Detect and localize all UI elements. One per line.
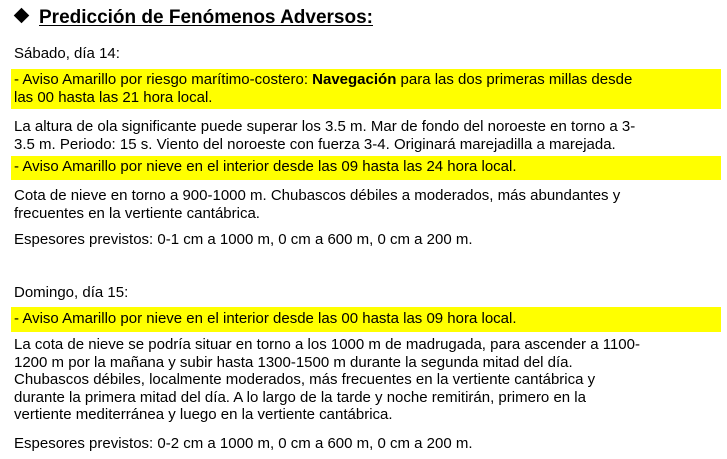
thickness-saturday: Espesores previstos: 0-1 cm a 1000 m, 0 cm a 600 m, 0 cm a 200 m. (14, 231, 473, 248)
warning-navigation-line2: las 00 hasta las 21 hora local. (14, 88, 213, 106)
day-label-saturday: Sábado, día 14: (14, 45, 120, 62)
day-label-sunday: Domingo, día 15: (14, 284, 129, 301)
section-heading (14, 6, 373, 30)
section-title: Predicción de Fenómenos Adversos: (39, 7, 373, 28)
paragraph-snow-saturday: Cota de nieve en torno a 900-1000 m. Chubascos débiles a moderados, más abundantes y frecuentes en la vertiente cantábrica. (14, 187, 621, 222)
paragraph-sea-state: La altura de ola significante puede superar los 3.5 m. Mar de fondo del noroeste en torno a 3- 3.5 m. Periodo: 15 s. Viento del noroeste con fuerza 3-4. Originará marejadilla a marejada. (14, 118, 636, 153)
thickness-sunday: Espesores previstos: 0-2 cm a 1000 m, 0 cm a 600 m, 0 cm a 200 m. (14, 435, 473, 452)
paragraph-snow-sunday: La cota de nieve se podría situar en torno a los 1000 m de madrugada, para ascender a 1100- 1200 m por la mañana y subir hasta 1300-1500 m durante la segunda mitad del día. Chubascos débiles, localmente moderados, más frecuentes en la vertiente cantábrica y durante la primera mitad del día. A lo largo de la tarde y noche remitirán, primero en la vertiente mediterránea y luego en la vertiente cantábrica. (14, 336, 640, 423)
warning-navigation (11, 69, 721, 109)
warning-snow-saturday: - Aviso Amarillo por nieve en el interior desde las 09 hasta las 24 hora local. (11, 156, 721, 180)
diamond-icon (14, 8, 30, 24)
warning-snow-sunday: - Aviso Amarillo por nieve en el interior desde las 00 hasta las 09 hora local. (11, 307, 721, 332)
warning-navigation-line1: - Aviso Amarillo por riesgo marítimo-costero: Navegación para las dos primeras millas desde (14, 71, 633, 88)
warning-navigation-bold: Navegación (312, 71, 397, 88)
